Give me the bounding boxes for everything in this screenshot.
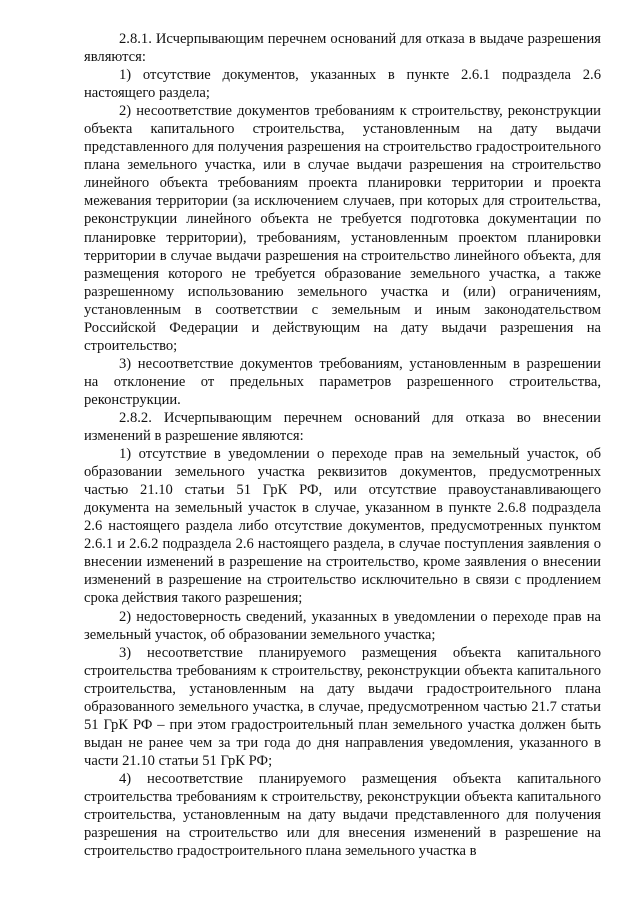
- paragraph-2-8-2-item-1: 1) отсутствие в уведомлении о переходе прав на земельный участок, об образовании земельного участка реквизитов документов, предусмотренных частью 21.10 статьи 51 ГрК РФ, или отсутствие правоустанавливающего документа на земельный участок в случае, указанном в пункте 2.6.8 подраздела 2.6 настоящего раздела либо отсутствие документов, предусмотренных пунктом 2.6.1 и 2.6.2 подраздела 2.6 настоящего раздела, в случае поступления заявления о внесении изменений в разрешение на строительство, кроме заявления о внесении изменений в разрешение на строительство исключительно в связи с продлением срока действия такого разрешения;: [84, 446, 601, 607]
- paragraph-2-8-1-item-3: 3) несоответствие документов требованиям, установленным в разрешении на отклонение от предельных параметров разрешенного строительства, реконструкции.: [84, 355, 601, 408]
- paragraph-2-8-1-item-1: 1) отсутствие документов, указанных в пункте 2.6.1 подраздела 2.6 настоящего раздела;: [84, 67, 601, 102]
- document-page: [84, 30, 601, 860]
- paragraph-2-8-2-item-4: 4) несоответствие планируемого размещения объекта капитального строительства требованиям к строительству, реконструкции объекта капитального строительства, установленным на дату выдачи представленного для получения разрешения на строительство или для внесения изменений в разрешение на строительство градостроительного плана земельного участка в: [84, 770, 601, 860]
- paragraph-2-8-1-item-2: 2) несоответствие документов требованиям к строительству, реконструкции объекта капитального строительства, установленным на дату выдачи представленного для получения разрешения на строительство градостроительного плана земельного участка, или в случае выдачи разрешения на строительство линейного объекта требованиям проекта планировки территории и проекта межевания территории (за исключением случаев, при которых для строительства, реконструкции линейного объекта не требуется подготовка документации по планировке территории), требованиям, установленным проектом планировки территории в случае выдачи разрешения на строительство линейного объекта, для размещения которого не требуется образование земельного участка, а также разрешенному использованию земельного участка и (или) ограничениям, установленным в соответствии с земельным и иным законодательством Российской Федерации и действующим на дату выдачи разрешения на строительство;: [84, 103, 601, 354]
- paragraph-2-8-1-heading: 2.8.1. Исчерпывающим перечнем оснований для отказа в выдаче разрешения являются:: [84, 31, 601, 66]
- paragraph-2-8-2-heading: 2.8.2. Исчерпывающим перечнем оснований для отказа во внесении изменений в разрешение являются:: [84, 409, 601, 445]
- paragraph-2-8-2-item-2: 2) недостоверность сведений, указанных в уведомлении о переходе прав на земельный участок, об образовании земельного участка;: [84, 608, 601, 643]
- paragraph-2-8-2-item-3: 3) несоответствие планируемого размещения объекта капитального строительства требованиям к строительству, реконструкции объекта капитального строительства, установленным на дату выдачи градостроительного плана образованного земельного участка, в случае, предусмотренном частью 21.7 статьи 51 ГрК РФ – при этом градостроительный план земельного участка должен быть выдан не ранее чем за три года до дня направления уведомления, указанного в части 21.10 статьи 51 ГрК РФ;: [84, 644, 601, 769]
